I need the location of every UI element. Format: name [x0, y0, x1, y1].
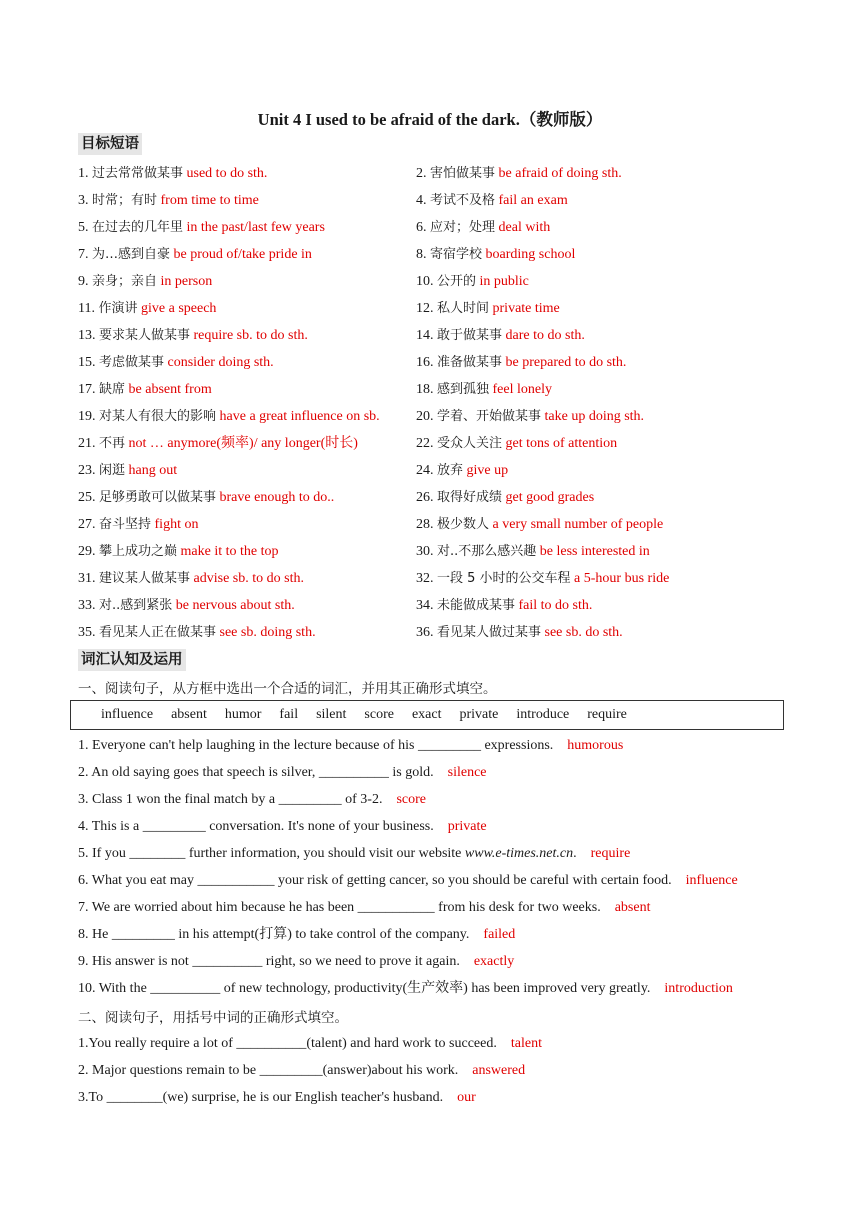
phrase-row: [78, 241, 798, 268]
phrase-english-answer: brave enough to do..: [219, 490, 335, 505]
sentence-answer: influence: [685, 873, 738, 888]
phrase-item: [78, 457, 177, 484]
phrase-number: 12.: [416, 301, 434, 316]
phrase-item: [416, 403, 644, 430]
phrase-chinese: 取得好成绩: [437, 490, 503, 505]
phrase-item: [416, 187, 568, 214]
phrase-number: 33.: [78, 598, 96, 613]
phrase-list: [78, 160, 798, 646]
phrase-item: [78, 565, 304, 592]
phrase-item: [78, 403, 380, 430]
phrase-chinese: 亲身；亲自: [92, 274, 158, 289]
sentence-row: [78, 948, 788, 975]
phrase-item: [78, 214, 325, 241]
phrase-chinese: 感到孤独: [437, 382, 490, 397]
phrase-chinese: 应对；处理: [430, 220, 496, 235]
sentence-text: 1. Everyone can't help laughing in the lecture because of his _________ expressions.: [78, 738, 554, 753]
word-box: [70, 700, 784, 730]
sentence-answer: score: [396, 792, 426, 807]
phrase-number: 30.: [416, 544, 434, 559]
phrase-number: 22.: [416, 436, 434, 451]
phrase-number: 36.: [416, 625, 434, 640]
phrase-number: 1.: [78, 166, 89, 181]
phrase-item: [416, 592, 592, 619]
phrase-english-answer: be proud of/take pride in: [173, 247, 312, 262]
phrase-chinese: 缺席: [99, 382, 126, 397]
phrase-item: [416, 430, 617, 457]
sentence-answer: require: [590, 846, 631, 861]
phrase-english-answer: get tons of attention: [505, 436, 618, 451]
phrase-row: [78, 511, 798, 538]
phrase-english-answer: be prepared to do sth.: [505, 355, 627, 370]
word-box-item: exact: [411, 707, 442, 722]
phrase-english-answer: get good grades: [505, 490, 595, 505]
phrase-row: [78, 376, 798, 403]
sentence-row: [78, 759, 788, 786]
phrase-chinese: 极少数人: [437, 517, 490, 532]
phrase-item: [416, 268, 529, 295]
phrase-item: [416, 241, 575, 268]
sentence-text: 8. He _________ in his attempt(打算) to take control of the company.: [78, 927, 470, 942]
word-box-item: private: [459, 707, 499, 722]
phrase-number: 25.: [78, 490, 96, 505]
sentence-row: [78, 786, 788, 813]
word-box-item: absent: [171, 707, 207, 722]
phrase-english-answer: private time: [492, 301, 560, 316]
phrase-item: [416, 565, 669, 592]
phrase-chinese: 不再: [99, 436, 126, 451]
phrase-english-answer: hang out: [128, 463, 178, 478]
phrase-chinese: 放弃: [437, 463, 464, 478]
phrase-chinese: 在过去的几年里: [92, 220, 184, 235]
phrase-english-answer: see sb. do sth.: [544, 625, 623, 640]
phrase-number: 10.: [416, 274, 434, 289]
phrase-number: 23.: [78, 463, 96, 478]
sentence-text: 2. An old saying goes that speech is silver, __________ is gold.: [78, 765, 434, 780]
phrase-number: 4.: [416, 193, 427, 208]
phrase-chinese: 闲逛: [99, 463, 126, 478]
phrase-number: 6.: [416, 220, 427, 235]
phrase-row: [78, 160, 798, 187]
sentence-tail: .: [573, 846, 577, 861]
sentence-website: www.e-times.net.cn: [464, 846, 574, 861]
phrase-english-answer: boarding school: [485, 247, 576, 262]
phrase-english-answer: fight on: [154, 517, 199, 532]
phrase-english-answer: a 5-hour bus ride: [574, 571, 670, 586]
phrase-number: 21.: [78, 436, 96, 451]
phrase-english-answer: make it to the top: [180, 544, 279, 559]
phrase-item: [416, 160, 622, 187]
phrase-row: [78, 349, 798, 376]
phrase-number: 32.: [416, 571, 434, 586]
word-box-item: introduce: [516, 707, 570, 722]
phrase-item: [78, 376, 212, 403]
phrase-english-answer: in the past/last few years: [186, 220, 325, 235]
phrase-number: 16.: [416, 355, 434, 370]
sentence-text: 2. Major questions remain to be _________(answer)about his work.: [78, 1063, 459, 1078]
word-box-item: humor: [224, 707, 262, 722]
phrase-row: [78, 538, 798, 565]
phrase-chinese: 公开的: [437, 274, 477, 289]
phrase-number: 35.: [78, 625, 96, 640]
phrase-chinese: 要求某人做某事: [99, 328, 191, 343]
word-box-item: influence: [101, 707, 154, 722]
section-heading-phrases: 目标短语: [78, 133, 142, 155]
phrase-chinese: 受众人关注: [437, 436, 503, 451]
phrase-english-answer: be less interested in: [539, 544, 650, 559]
phrase-chinese: 看见某人做过某事: [437, 625, 542, 640]
phrase-chinese: 看见某人正在做某事: [99, 625, 217, 640]
phrase-chinese: 考试不及格: [430, 193, 496, 208]
sentence-answer: talent: [510, 1036, 542, 1051]
phrase-english-answer: be absent from: [128, 382, 212, 397]
part2-sentence-list: [78, 1030, 788, 1111]
phrase-row: [78, 295, 798, 322]
phrase-item: [78, 268, 212, 295]
phrase-chinese: 过去常常做某事: [92, 166, 184, 181]
phrase-english-answer: give up: [466, 463, 509, 478]
phrase-english-answer: from time to time: [160, 193, 259, 208]
phrase-english-answer: deal with: [498, 220, 551, 235]
word-box-item: score: [364, 707, 394, 722]
phrase-chinese: 敢于做某事: [437, 328, 503, 343]
phrase-row: [78, 214, 798, 241]
sentence-row: [78, 975, 788, 1002]
sentence-row: [78, 921, 788, 948]
sentence-row: [78, 894, 788, 921]
part1-instruction: 一、阅读句子，从方框中选出一个合适的词汇，并用其正确形式填空。: [78, 681, 497, 697]
phrase-item: [78, 241, 312, 268]
sentence-answer: our: [457, 1090, 476, 1105]
phrase-english-answer: used to do sth.: [186, 166, 268, 181]
phrase-english-answer: take up doing sth.: [544, 409, 645, 424]
phrase-chinese: 未能做成某事: [437, 598, 516, 613]
sentence-answer: humorous: [567, 738, 624, 753]
phrase-number: 20.: [416, 409, 434, 424]
sentence-answer: silence: [447, 765, 487, 780]
phrase-english-answer: fail to do sth.: [518, 598, 593, 613]
sentence-text: 10. With the __________ of new technology, productivity(生产效率) has been improved very greatly.: [78, 981, 651, 996]
phrase-english-answer: a very small number of people: [492, 517, 664, 532]
part2-instruction: 二、阅读句子，用括号中词的正确形式填空。: [78, 1010, 348, 1026]
sentence-text: 5. If you ________ further information, you should visit our website: [78, 846, 465, 861]
phrase-number: 26.: [416, 490, 434, 505]
phrase-item: [416, 484, 594, 511]
phrase-english-answer: have a great influence on sb.: [219, 409, 380, 424]
phrase-chinese: 对某人有很大的影响: [99, 409, 217, 424]
phrase-number: 24.: [416, 463, 434, 478]
sentence-text: 3. Class 1 won the final match by a _________ of 3-2.: [78, 792, 383, 807]
phrase-item: [78, 484, 334, 511]
sentence-answer: exactly: [473, 954, 515, 969]
phrase-chinese: 一段 5 小时的公交车程: [437, 571, 571, 586]
phrase-item: [416, 349, 626, 376]
sentence-answer: failed: [483, 927, 516, 942]
phrase-item: [78, 187, 259, 214]
phrase-number: 17.: [78, 382, 96, 397]
phrase-chinese: 考虑做某事: [99, 355, 165, 370]
phrase-item: [78, 160, 267, 187]
phrase-chinese: 时常；有时: [92, 193, 158, 208]
phrase-english-answer: give a speech: [141, 301, 217, 316]
phrase-number: 13.: [78, 328, 96, 343]
phrase-item: [416, 619, 623, 646]
sentence-text: 3.To ________(we) surprise, he is our English teacher's husband.: [78, 1090, 444, 1105]
phrase-chinese: 准备做某事: [437, 355, 503, 370]
phrase-item: [78, 430, 358, 457]
phrase-chinese: 寄宿学校: [430, 247, 483, 262]
phrase-item: [78, 295, 216, 322]
phrase-english-answer: feel lonely: [492, 382, 552, 397]
phrase-chinese: 私人时间: [437, 301, 490, 316]
phrase-row: [78, 565, 798, 592]
sentence-answer: introduction: [664, 981, 733, 996]
phrase-number: 28.: [416, 517, 434, 532]
word-box-item: silent: [316, 707, 347, 722]
sentence-text: 4. This is a _________ conversation. It's none of your business.: [78, 819, 434, 834]
phrase-item: [78, 322, 308, 349]
phrase-number: 11.: [78, 301, 95, 316]
sentence-text: 7. We are worried about him because he has been ___________ from his desk for two weeks.: [78, 900, 601, 915]
phrase-number: 5.: [78, 220, 89, 235]
phrase-number: 8.: [416, 247, 427, 262]
sentence-answer: answered: [472, 1063, 526, 1078]
phrase-item: [78, 619, 316, 646]
phrase-item: [416, 511, 663, 538]
phrase-chinese: 对..感到紧张: [99, 598, 173, 613]
phrase-english-answer: see sb. doing sth.: [219, 625, 316, 640]
phrase-row: [78, 457, 798, 484]
phrase-english-answer: fail an exam: [498, 193, 568, 208]
phrase-item: [416, 295, 560, 322]
phrase-chinese: 奋斗坚持: [99, 517, 152, 532]
phrase-item: [78, 349, 274, 376]
phrase-row: [78, 268, 798, 295]
phrase-number: 27.: [78, 517, 96, 532]
phrase-number: 14.: [416, 328, 434, 343]
phrase-row: [78, 430, 798, 457]
phrase-row: [78, 187, 798, 214]
phrase-number: 19.: [78, 409, 96, 424]
phrase-english-answer: in person: [160, 274, 213, 289]
phrase-number: 3.: [78, 193, 89, 208]
section-heading-vocabulary: 词汇认知及运用: [78, 649, 186, 671]
phrase-chinese: 作演讲: [98, 301, 138, 316]
sentence-answer: private: [447, 819, 487, 834]
phrase-chinese: 对..不那么感兴趣: [437, 544, 537, 559]
phrase-number: 29.: [78, 544, 96, 559]
phrase-row: [78, 322, 798, 349]
sentence-row: [78, 867, 788, 894]
phrase-chinese: 建议某人做某事: [99, 571, 191, 586]
phrase-english-answer: consider doing sth.: [167, 355, 274, 370]
phrase-item: [416, 322, 585, 349]
sentence-row: [78, 1057, 788, 1084]
phrase-number: 9.: [78, 274, 89, 289]
phrase-english-answer: in public: [479, 274, 529, 289]
phrase-item: [416, 538, 650, 565]
phrase-number: 18.: [416, 382, 434, 397]
phrase-item: [78, 592, 295, 619]
phrase-chinese: 为…感到自豪: [92, 247, 171, 262]
phrase-row: [78, 619, 798, 646]
phrase-number: 7.: [78, 247, 89, 262]
sentence-answer: absent: [614, 900, 651, 915]
phrase-number: 2.: [416, 166, 427, 181]
part1-sentence-list: [78, 732, 788, 1002]
phrase-row: [78, 403, 798, 430]
phrase-english-answer: not … anymore(频率)/ any longer(时长): [128, 436, 358, 451]
sentence-row: [78, 1030, 788, 1057]
phrase-english-answer: dare to do sth.: [505, 328, 585, 343]
sentence-text: 1.You really require a lot of __________(talent) and hard work to succeed.: [78, 1036, 497, 1051]
phrase-english-answer: require sb. to do sth.: [193, 328, 308, 343]
sentence-text: 9. His answer is not __________ right, so we need to prove it again.: [78, 954, 460, 969]
page-title: Unit 4 I used to be afraid of the dark.（教师版）: [257, 110, 603, 129]
phrase-english-answer: be nervous about sth.: [175, 598, 295, 613]
phrase-row: [78, 592, 798, 619]
phrase-chinese: 害怕做某事: [430, 166, 496, 181]
sentence-row: [78, 840, 788, 867]
phrase-item: [416, 457, 508, 484]
phrase-number: 15.: [78, 355, 96, 370]
phrase-item: [416, 376, 552, 403]
phrase-item: [78, 538, 279, 565]
phrase-number: 31.: [78, 571, 96, 586]
sentence-text: 6. What you eat may ___________ your risk of getting cancer, so you should be careful with certain food.: [78, 873, 672, 888]
sentence-row: [78, 1084, 788, 1111]
sentence-row: [78, 732, 788, 759]
phrase-english-answer: be afraid of doing sth.: [498, 166, 622, 181]
phrase-chinese: 学着、开始做某事: [437, 409, 542, 424]
phrase-chinese: 足够勇敢可以做某事: [99, 490, 217, 505]
phrase-chinese: 攀上成功之巅: [99, 544, 178, 559]
phrase-english-answer: advise sb. to do sth.: [193, 571, 304, 586]
word-box-item: require: [587, 707, 627, 722]
sentence-row: [78, 813, 788, 840]
word-box-item: fail: [279, 707, 299, 722]
phrase-row: [78, 484, 798, 511]
phrase-item: [78, 511, 198, 538]
phrase-item: [416, 214, 550, 241]
phrase-number: 34.: [416, 598, 434, 613]
